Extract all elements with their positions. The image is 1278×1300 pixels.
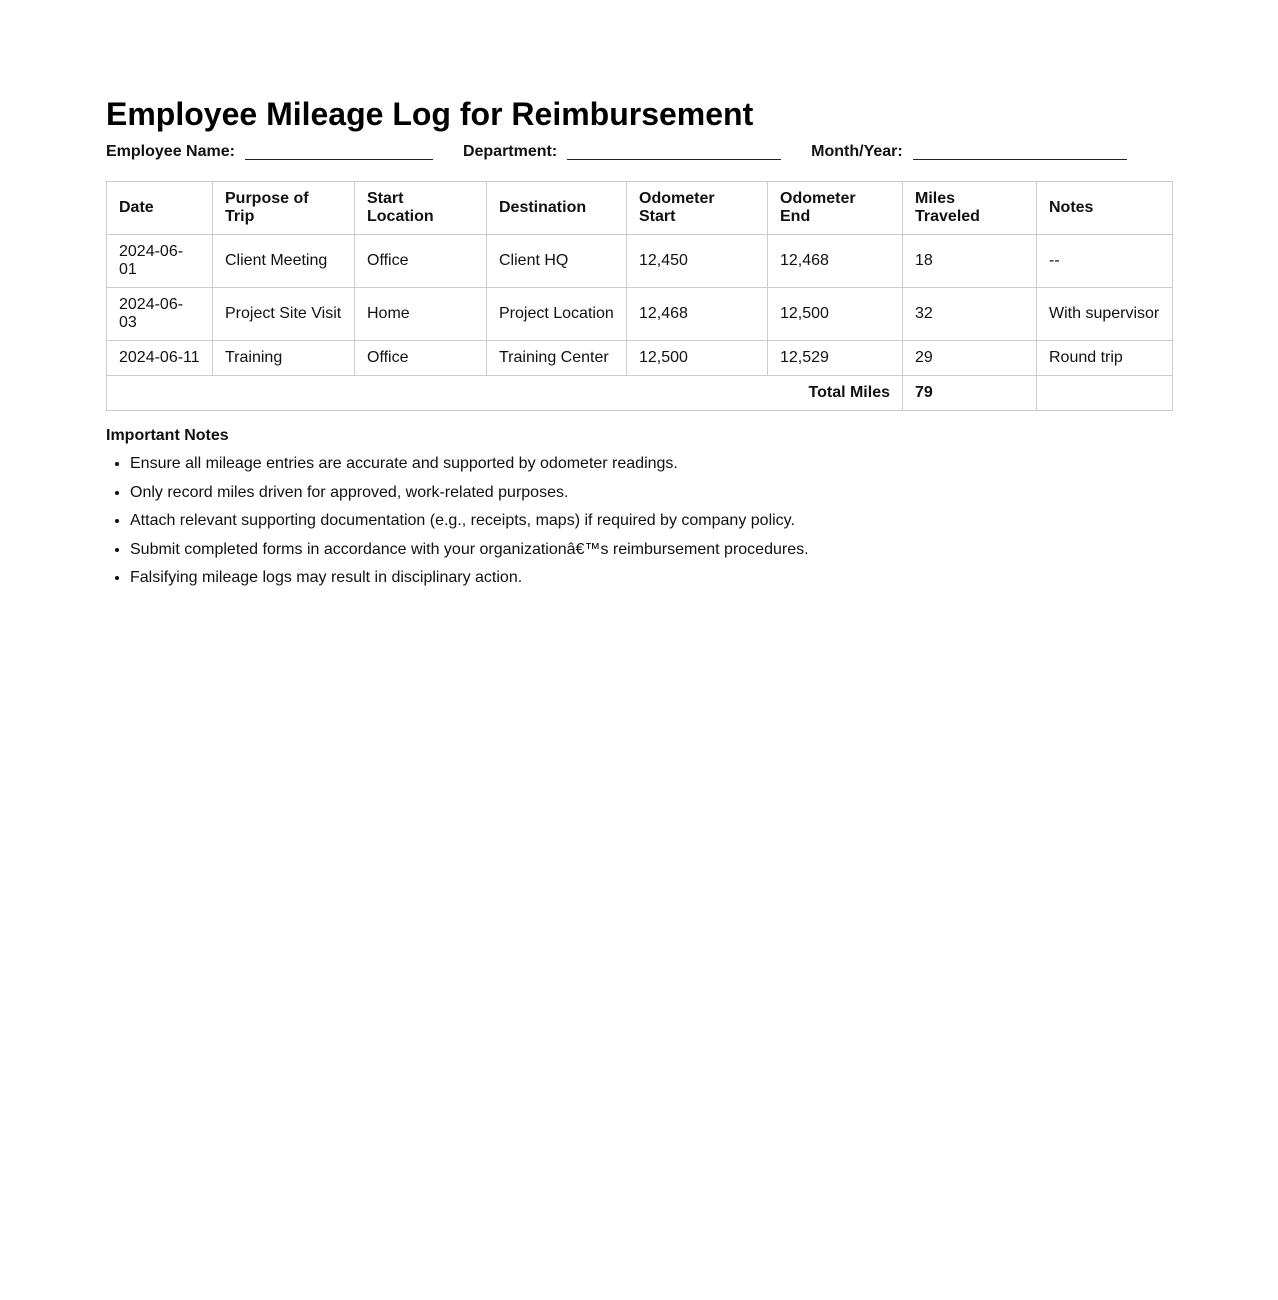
total-miles-value: 79 bbox=[903, 376, 1037, 411]
cell-odometer-start: 12,468 bbox=[627, 288, 768, 341]
cell-odometer-end: 12,500 bbox=[768, 288, 903, 341]
column-header-destination: Destination bbox=[487, 182, 627, 235]
column-header-odometer-start: Odometer Start bbox=[627, 182, 768, 235]
list-item: • Falsifying mileage logs may result in disciplinary action. bbox=[130, 569, 1172, 587]
list-item: • Only record miles driven for approved, work-related purposes. bbox=[130, 484, 1172, 502]
cell-destination: Project Location bbox=[487, 288, 627, 341]
cell-start-location: Office bbox=[355, 341, 487, 376]
month-year-label: Month/Year: bbox=[811, 143, 903, 160]
cell-purpose: Project Site Visit bbox=[213, 288, 355, 341]
page-title: Employee Mileage Log for Reimbursement bbox=[106, 96, 754, 132]
department-field[interactable] bbox=[567, 143, 781, 160]
important-notes-title: Important Notes bbox=[106, 427, 229, 444]
cell-miles-traveled: 29 bbox=[903, 341, 1037, 376]
mileage-log-page bbox=[0, 0, 1172, 587]
cell-date: 2024-06-03 bbox=[107, 288, 213, 341]
column-header-purpose: Purpose of Trip bbox=[213, 182, 355, 235]
cell-odometer-end: 12,529 bbox=[768, 341, 903, 376]
total-row-empty-cell bbox=[1037, 376, 1173, 411]
table-row bbox=[107, 341, 1173, 376]
cell-miles-traveled: 18 bbox=[903, 235, 1037, 288]
cell-date: 2024-06-01 bbox=[107, 235, 213, 288]
cell-destination: Training Center bbox=[487, 341, 627, 376]
column-header-date: Date bbox=[107, 182, 213, 235]
column-header-odometer-end: Odometer End bbox=[768, 182, 903, 235]
cell-destination: Client HQ bbox=[487, 235, 627, 288]
list-item: • Attach relevant supporting documentation (e.g., receipts, maps) if required by company policy. bbox=[130, 512, 1172, 530]
list-item: • Submit completed forms in accordance with your organizationâ€™s reimbursement procedures. bbox=[130, 541, 1172, 559]
column-header-miles-traveled: Miles Traveled bbox=[903, 182, 1037, 235]
cell-odometer-end: 12,468 bbox=[768, 235, 903, 288]
cell-notes: -- bbox=[1037, 235, 1173, 288]
employee-info-row bbox=[106, 137, 1172, 161]
column-header-notes: Notes bbox=[1037, 182, 1173, 235]
list-item: • Ensure all mileage entries are accurate and supported by odometer readings. bbox=[130, 455, 1172, 473]
department-label: Department: bbox=[462, 143, 558, 160]
cell-purpose: Client Meeting bbox=[213, 235, 355, 288]
cell-notes: Round trip bbox=[1037, 341, 1173, 376]
table-row bbox=[107, 235, 1173, 288]
month-year-field[interactable] bbox=[913, 143, 1127, 160]
cell-notes: With supervisor bbox=[1037, 288, 1173, 341]
cell-miles-traveled: 32 bbox=[903, 288, 1037, 341]
employee-name-field[interactable] bbox=[245, 143, 433, 160]
important-notes-section bbox=[106, 427, 1172, 587]
table-header-row bbox=[107, 182, 1173, 235]
cell-start-location: Office bbox=[355, 235, 487, 288]
cell-date: 2024-06-11 bbox=[107, 341, 213, 376]
mileage-table bbox=[106, 181, 1173, 411]
employee-name-label: Employee Name: bbox=[106, 143, 235, 160]
cell-start-location: Home bbox=[355, 288, 487, 341]
column-header-start-location: Start Location bbox=[355, 182, 487, 235]
table-row bbox=[107, 288, 1173, 341]
cell-odometer-start: 12,450 bbox=[627, 235, 768, 288]
cell-odometer-start: 12,500 bbox=[627, 341, 768, 376]
important-notes-list bbox=[106, 455, 1172, 587]
total-row bbox=[107, 376, 1173, 411]
cell-purpose: Training bbox=[213, 341, 355, 376]
total-miles-label: Total Miles bbox=[107, 376, 903, 411]
